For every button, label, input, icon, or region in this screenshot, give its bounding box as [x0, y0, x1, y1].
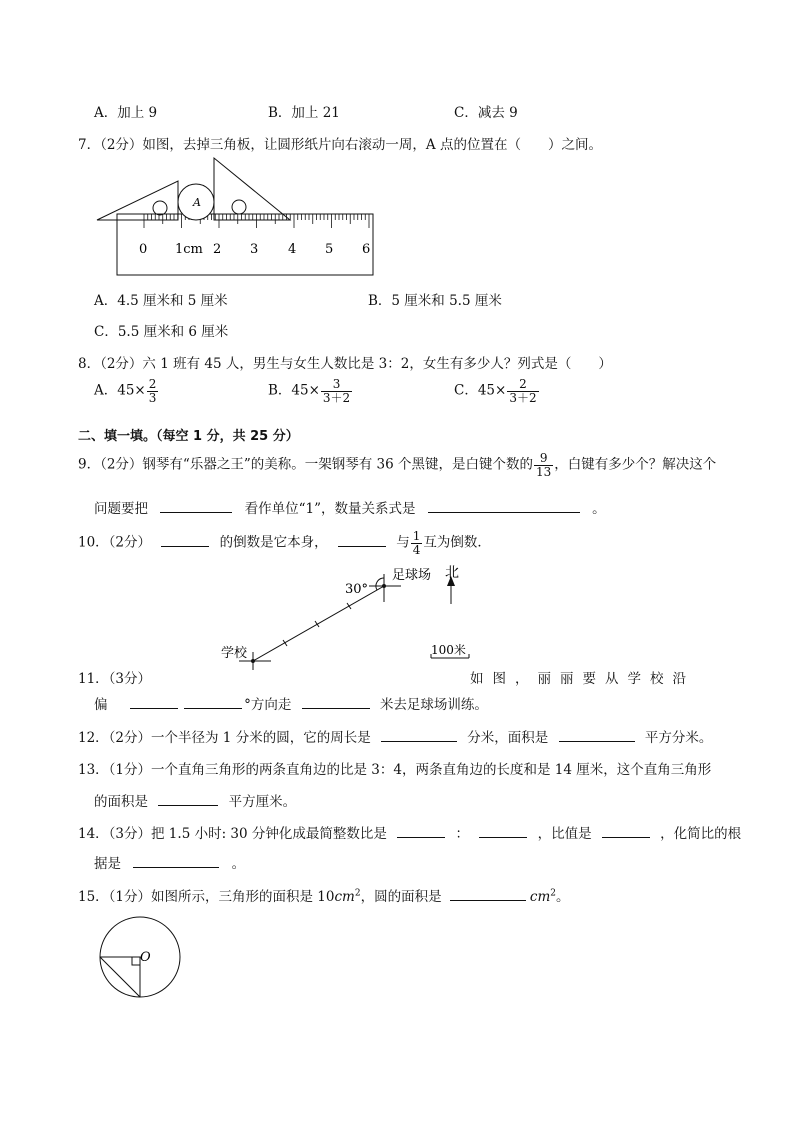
q7-stem: 7．（2分）如图，去掉三角板，让圆形纸片向右滚动一周，A 点的位置在（ ）之间。 — [78, 137, 602, 153]
q8-option-b: B．45× $\frac{3}{3+2}$ — [268, 377, 351, 405]
q7-option-a: A．4.5 厘米和 5 厘米 — [94, 293, 228, 309]
q15-circle-figure — [92, 914, 192, 1004]
q14-blank-3[interactable] — [602, 823, 650, 838]
q9-blank-2[interactable] — [428, 498, 580, 513]
q11-blank-2[interactable] — [184, 694, 242, 709]
q7-option-c: C．5.5 厘米和 6 厘米 — [94, 324, 229, 340]
q14-blank-2[interactable] — [479, 823, 527, 838]
q8-stem: 8．（2分）六 1 班有 45 人，男生与女生人数比是 3：2，女生有多少人？列式是（ ） — [78, 356, 612, 372]
q14-blank-4[interactable] — [133, 853, 219, 868]
q6-option-c: C．减去 9 — [454, 105, 518, 121]
q11-label: 11．（3分） — [78, 671, 152, 687]
q11-line2: 偏 °方向走 米去足球场训练。 — [94, 693, 488, 713]
ruler-num-5: 5 — [325, 242, 334, 257]
q7-ruler-figure — [92, 152, 392, 280]
q14-line2: 据是 。 — [94, 852, 245, 872]
q6-option-a: A．加上 9 — [94, 105, 158, 121]
q9-line1: 9．（2分）钢琴有“乐器之王”的美称。一架钢琴有 36 个黑键，是白键个数的 $\frac{9}{13}$ ，白键有多少个？解决这个 — [78, 451, 717, 479]
q7-option-b: B．5 厘米和 5.5 厘米 — [368, 293, 502, 309]
q11-blank-3[interactable] — [302, 694, 370, 709]
q15-line: 15．（1分）如图所示，三角形的面积是 $10cm^2$，圆的面积是 $cm^2$。 — [78, 885, 570, 905]
q10-blank-2[interactable] — [338, 532, 386, 547]
q15-blank-1[interactable] — [450, 886, 526, 901]
ruler-num-3: 3 — [250, 242, 259, 257]
q11-scale-label: 100米 — [431, 643, 466, 657]
q12-line: 12．（2分）一个半径为 1 分米的圆，它的周长是 分米，面积是 平方分米。 — [78, 726, 712, 746]
q11-line1-tail: 如图，丽丽要从学校沿 — [470, 671, 695, 687]
q11-origin-label: 学校 — [221, 646, 248, 661]
q9-blank-1[interactable] — [160, 498, 232, 513]
ruler-num-1: 1cm — [175, 242, 203, 257]
q14-line1: 14．（3分）把 1.5 小时: 30 分钟化成最简整数比是 ： ，比值是 ，化简比的根 — [78, 822, 741, 842]
q11-destination-label: 足球场 — [392, 568, 432, 583]
section-2-heading: 二、填一填。（每空 1 分，共 25 分） — [78, 429, 299, 444]
ruler-num-6: 6 — [362, 242, 371, 257]
q13-line2: 的面积是 平方厘米。 — [94, 790, 296, 810]
q12-blank-2[interactable] — [559, 727, 635, 742]
q13-blank-1[interactable] — [158, 791, 218, 806]
q9-line2: 问题要把 看作单位“1”，数量关系式是 。 — [94, 497, 606, 517]
q14-blank-1[interactable] — [397, 823, 445, 838]
ruler-num-4: 4 — [288, 242, 297, 257]
q15-center-label: O — [140, 950, 151, 965]
q10-blank-1[interactable] — [161, 532, 209, 547]
q8-option-c: C．45× $\frac{2}{3+2}$ — [454, 377, 537, 405]
q7-point-label: A — [193, 196, 201, 209]
q6-option-b: B．加上 21 — [268, 105, 340, 121]
ruler-num-2: 2 — [213, 242, 222, 257]
q8-option-a: A．45× $\frac{2}{3}$ — [94, 377, 157, 405]
q11-north-label: 北 — [445, 565, 459, 581]
q13-line1: 13．（1分）一个直角三角形的两条直角边的比是 3：4，两条直角边的长度和是 14 厘米，这个直角三角形 — [78, 762, 712, 778]
q10-line: 10．（2分） 的倒数是它本身， 与 $\frac{1}{4}$ 互为倒数． — [78, 529, 491, 557]
q11-blank-1[interactable] — [130, 694, 178, 709]
q11-angle-label: 30° — [345, 582, 369, 597]
q11-map-figure — [215, 562, 485, 670]
q12-blank-1[interactable] — [381, 727, 457, 742]
ruler-num-0: 0 — [139, 242, 148, 257]
